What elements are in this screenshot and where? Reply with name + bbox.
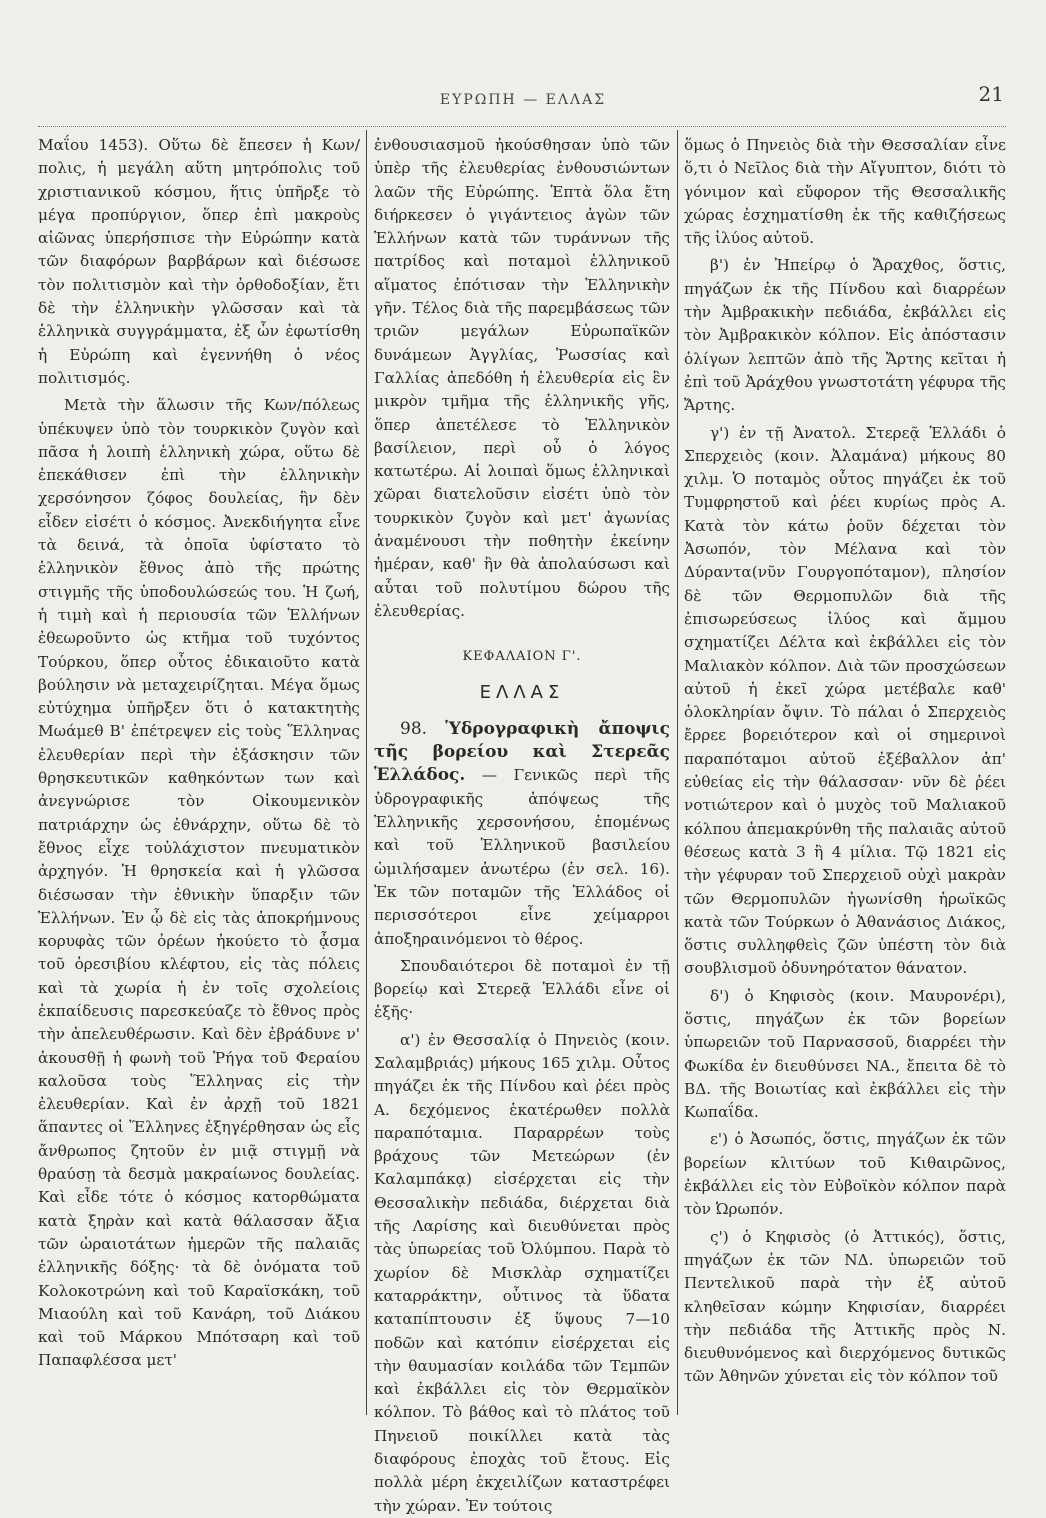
page-header [40,78,1006,118]
column-middle [374,134,670,1515]
paragraph: Μαΐου 1453). Οὕτω δὲ ἔπεσεν ἡ Κων/πολις, ἡ μεγάλη αὕτη μητρόπολις τοῦ χριστιανικοῦ κόσμου, ἥτις ὑπῆρξε τὸ μέγα προπύργιον, ὅπερ ἐπὶ μακροὺς αἰῶνας ὑπερήσπισε τὴν Εὐρώπην κατὰ τῶν διαφόρων βαρβάρων καὶ διέσωσε τὸν πολιτισμὸν καὶ τὴν ὀρθοδοξίαν, ἔτι δὲ τὴν ἑλληνικὴν γλῶσσαν καὶ τὰ ἑλληνικὰ συγγράμματα, ἐξ ὧν ἐφωτίσθη ἡ Εὐρώπη καὶ ἐγεννήθη ὁ νέος πολιτισμός. [38,136,360,387]
running-title: ΕΥΡΩΠΗ — ΕΛΛΑΣ [439,92,607,108]
paragraph: ἐνθουσιασμοῦ ἠκούσθησαν ὑπὸ τῶν ὑπὲρ τῆς ἐλευθερίας ἐνθουσιώντων λαῶν τῆς Εὐρώπης. Ἑπτὰ ὅλα ἔτη διήρκεσεν ὁ γιγάντειος ἀγὼν τῶν Ἑλλήνων κατὰ τῶν τυράννων τῆς πατρίδος καὶ ποταμοὶ ἑλληνικοῦ αἵματος ἐπότισαν τὴν Ἑλληνικὴν γῆν. Τέλος διὰ τῆς παρεμβάσεως τῶν τριῶν μεγάλων Εὐρωπαϊκῶν δυνάμεων Ἀγγλίας, Ῥωσσίας καὶ Γαλλίας ἀπεδόθη ἡ ἐλευθερία εἰς ἓν μικρὸν τμῆμα τῆς ἑλληνικῆς γῆς, ὅπερ ἀπετέλεσε τὸ Ἑλληνικὸν βασίλειον, περὶ οὗ ὁ λόγος κατωτέρω. Αἱ λοιπαὶ ὅμως ἑλληνικαὶ χῶραι διατελοῦσιν εἰσέτι ὑπὸ τὸν τουρκικὸν ζυγὸν καὶ μετ' ἀγωνίας ἀναμένουσι τὴν ποθητὴν ἐκείνην ἡμέραν, καθ' ἣν θὰ ἀπολαύσωσι καὶ αὗται τοῦ πολυτίμου δώρου τῆς ἐλευθερίας. [374,136,670,620]
page-number: 21 [978,82,1004,106]
section-paragraph [374,718,670,951]
paragraph: γ') ἐν τῇ Ἀνατολ. Στερεᾷ Ἑλλάδι ὁ Σπερχειὸς (κοιν. Ἀλαμάνα) μήκους 80 χιλμ. Ὁ ποταμὸς οὗτος πηγάζει ἐκ τοῦ Τυμφρηστοῦ καὶ ῥέει κυρίως πρὸς Α. Κατὰ τὸν κάτω ῥοῦν δέχεται τὸν Ἀσωπόν, τὸν Μέλανα καὶ τὸν Δύραντα(νῦν Γουργοπόταμον), πλησίον δὲ τῶν Θερμοπυλῶν διὰ τῆς ἐπισωρεύσεως ἰλύος καὶ ἄμμου σχηματίζει Δέλτα καὶ ἐκβάλλει εἰς τὸν Μαλιακὸν κόλπον. Διὰ τῶν προσχώσεων αὐτοῦ ἡ ἐκεῖ χώρα μετέβαλε καθ' ὁλοκληρίαν ὄψιν. Τὸ πάλαι ὁ Σπερχειὸς ἔρρεε βορειότερον καὶ οἱ σημερινοὶ παραπόταμοι αὐτοῦ ἐξέβαλλον ἀπ' εὐθείας εἰς τὴν θάλασσαν· νῦν δὲ ῥέει νοτιώτερον καὶ ὁ μυχὸς τοῦ Μαλιακοῦ κόλπου ἀπεμακρύνθη τῆς παλαιᾶς αὐτοῦ θέσεως κατὰ 3 ἢ 4 μίλια. Τῷ 1821 εἰς τὴν γέφυραν τοῦ Σπερχειοῦ οὐχὶ μακρὰν τῶν Θερμοπυλῶν ἠγωνίσθη ἡρωϊκῶς κατὰ τῶν Τούρκων ὁ Ἀθανάσιος Διάκος, ὅστις συλληφθεὶς ζῶν ὑπέστη τὸν διὰ σουβλισμοῦ ὀδυνηρότατον θάνατον. [684,423,1006,978]
paragraph: α') ἐν Θεσσαλίᾳ ὁ Πηνειὸς (κοιν. Σαλαμβριάς) μήκους 165 χιλμ. Οὗτος πηγάζει ἐκ τῆς Πίνδου καὶ ῥέει πρὸς Α. δεχόμενος ἑκατέρωθεν πολλὰ παραπόταμια. Παραρρέων τοὺς βράχους τῶν Μετεώρων (ἐν Καλαμπάκᾳ) εἰσέρχεται εἰς τὴν Θεσσαλικὴν πεδιάδα, διέρχεται διὰ τῆς Λαρίσης καὶ διευθύνεται πρὸς τὰς ὑπωρείας τοῦ Ὀλύμπου. Παρὰ τὸ χωρίον δὲ Μισκλὰρ σχηματίζει καταρράκτην, οὗτινος τὰ ὕδατα καταπίπτουσιν ἐξ ὕψους 7—10 ποδῶν καὶ κατόπιν εἰσέρχεται εἰς τὴν θαυμασίαν κοιλάδα τῶν Τεμπῶν καὶ ἐκβάλλει εἰς τὸν Θερμαϊκὸν κόλπον. Τὸ βάθος καὶ τὸ πλάτος τοῦ Πηνειοῦ ποικίλλει κατὰ τὰς διαφόρους ἐποχὰς τοῦ ἔτους. Εἰς πολλὰ μέρη ἐκχειλίζων καταστρέφει τὴν χώραν. Ἐν τούτοις [374,1030,670,1515]
paragraph: Μετὰ τὴν ἅλωσιν τῆς Κων/πόλεως ὑπέκυψεν ὑπὸ τὸν τουρκικὸν ζυγὸν καὶ πᾶσα ἡ λοιπὴ ἑλληνικὴ χώρα, οὕτω δὲ ἐπεκάθισεν ἐπὶ τὴν ἑλληνικὴν χερσόνησον ζόφος δουλείας, ἣν δὲν εἶδεν εἰσέτι ὁ κόσμος. Ἀνεκδιήγητα εἶνε τὰ δεινά, τὰ ὁποῖα ὑφίστατο τὸ ἑλληνικὸν ἔθνος ἀπὸ τῆς πρώτης στιγμῆς τῆς ὑποδουλώσεώς του. Ἡ ζωή, ἡ τιμὴ καὶ ἡ περιουσία τῶν Ἑλλήνων ἐθεωροῦντο ὡς κτῆμα τοῦ τυχόντος Τούρκου, ὅπερ οὗτος ἐδικαιοῦτο κατὰ βούλησιν νὰ μεταχειρίζηται. Μέγα ὅμως εὐτύχημα ὑπῆρξεν ὅτι ὁ κατακτητὴς Μωάμεθ Β' ἐπέτρεψεν εἰς τοὺς Ἕλληνας ἐλευθερίαν περὶ τὴν ἐξάσκησιν τῶν θρησκευτικῶν καθηκόντων των καὶ ἀνεγνώρισε τὸν Οἰκουμενικὸν πατριάρχην ὡς ἐθνάρχην, οὕτω δὲ τὸ ἔθνος εἶχε τοὐλάχιστον πνευματικὸν ἀρχηγόν. Ἡ θρησκεία καὶ ἡ γλῶσσα διέσωσαν τὴν ἐθνικὴν ὕπαρξιν τῶν Ἑλλήνων. Ἐν ᾧ δὲ εἰς τὰς ἀποκρήμνους κορυφὰς τῶν ὀρέων ἠκούετο τὸ ᾆσμα τοῦ ὀρεσιβίου κλέφτου, εἰς τὰς πόλεις καὶ τὰ χωρία ἡ ἐν τοῖς σχολείοις ἐκπαίδευσις παρεσκεύαζε τὸ ἔθνος πρὸς τὴν ἀπελευθέρωσιν. Καὶ δὲν ἐβράδυνε ν' ἀκουσθῇ ἡ φωνὴ τοῦ Ῥήγα τοῦ Φεραίου καλοῦσα τοὺς Ἕλληνας εἰς τὴν ἐλευθερίαν. Καὶ ἐν ἀρχῇ τοῦ 1821 ἅπαντες οἱ Ἕλληνες ἐξηγέρθησαν ὡς εἷς ἄνθρωπος ζητοῦν ἐν μιᾷ στιγμῇ νὰ θραύσῃ τὰ δεσμὰ μακραίωνος δουλείας. Καὶ εἶδε τότε ὁ κόσμος κατορθώματα κατὰ ξηρὰν καὶ κατὰ θάλασσαν ἄξια τῶν ὡραιοτάτων ἡμερῶν τῆς παλαιᾶς ἑλληνικῆς δόξης· τὰ δὲ ὀνόματα τοῦ Κολοκοτρώνη καὶ τοῦ Καραϊσκάκη, τοῦ Μιαούλη καὶ τοῦ Κανάρη, τοῦ Διάκου καὶ τοῦ Μάρκου Μπότσαρη καὶ τοῦ Παπαφλέσσα μετ' [38,396,360,1370]
section-title: Ὑδρογραφικὴ ἄποψις τῆς βορείου καὶ Στερεᾶς Ἑλλάδος. [374,718,670,786]
paragraph: δ') ὁ Κηφισὸς (κοιν. Μαυρονέρι), ὅστις, πηγάζων ἐκ τῶν βορείων ὑπωρειῶν τοῦ Παρνασσοῦ, διαρρέει τὴν Φωκίδα ἐν διευθύνσει ΝΑ., ἔπειτα δὲ τὸ ΒΔ. τῆς Βοιωτίας καὶ ἐκβάλλει εἰς τὴν Κωπαΐδα. [684,986,1006,1122]
chapter-title: ΕΛΛΑΣ [479,681,565,703]
column-right [684,134,1006,1414]
header-rule [38,126,1006,127]
paragraph: ς') ὁ Κηφισὸς (ὁ Ἀττικός), ὅστις, πηγάζων ἐκ τῶν ΝΔ. ὑπωρειῶν τοῦ Πεντελικοῦ παρὰ τὴν ἐξ αὐτοῦ κληθεῖσαν κώμην Κηφισίαν, διαρρέει τὴν πεδιάδα τῆς Ἀττικῆς πρὸς Ν. διευθυνόμενος καὶ διερχόμενος δυτικῶς τῶν Ἀθηνῶν χύνεται εἰς τὸν κόλπον τοῦ [684,1227,1006,1386]
paragraph: ε') ὁ Ἀσωπός, ὅστις, πηγάζων ἐκ τῶν βορείων κλιτύων τοῦ Κιθαιρῶνος, ἐκβάλλει εἰς τὸν Εὐβοϊκὸν κόλπον παρὰ τὸν Ὠρωπόν. [684,1130,1006,1219]
chapter-heading: ΚΕΦΑΛΑΙΟΝ Γ'. [462,649,582,665]
paragraph: ὅμως ὁ Πηνειὸς διὰ τὴν Θεσσαλίαν εἶνε ὅ,τι ὁ Νεῖλος διὰ τὴν Αἴγυπτον, διότι τὸ γόνιμον καὶ εὔφορον τῆς Θεσσαλικῆς χώρας ἐσχηματίσθη ἐκ τῆς καθιζήσεως τῆς ἰλύος αὐτοῦ. [684,136,1006,248]
column-left [38,134,360,1414]
paragraph: β') ἐν Ἠπείρῳ ὁ Ἄραχθος, ὅστις, πηγάζων ἐκ τῆς Πίνδου καὶ διαρρέων τὴν Ἀμβρακικὴν πεδιάδα, ἐκβάλλει εἰς τὸν Ἀμβρακικὸν κόλπον. Εἰς ἀπόστασιν ὀλίγων λεπτῶν ἀπὸ τῆς Ἄρτης κεῖται ἡ ἐπὶ τοῦ Ἀράχθου γνωστοτάτη γέφυρα τῆς Ἄρτης. [684,256,1006,415]
section-text: — Γενικῶς περὶ τῆς ὑδρογραφικῆς ἀπόψεως τῆς Ἑλληνικῆς χερσονήσου, ἑπομένως καὶ τοῦ Ἑλληνικοῦ βασιλείου ὡμιλήσαμεν ἀνωτέρω (ἐν σελ. 16). Ἐκ τῶν ποταμῶν τῆς Ἑλλάδος οἱ περισσότεροι εἶνε χείμαρροι ἀποξηραινόμενοι τὸ θέρος. [374,766,670,948]
paragraph: Σπουδαιότεροι δὲ ποταμοὶ ἐν τῇ βορείῳ καὶ Στερεᾷ Ἑλλάδι εἶνε οἱ ἑξῆς· [374,956,670,1022]
column-divider [366,130,367,1415]
column-divider [677,130,678,1415]
section-number: 98. [400,718,428,739]
